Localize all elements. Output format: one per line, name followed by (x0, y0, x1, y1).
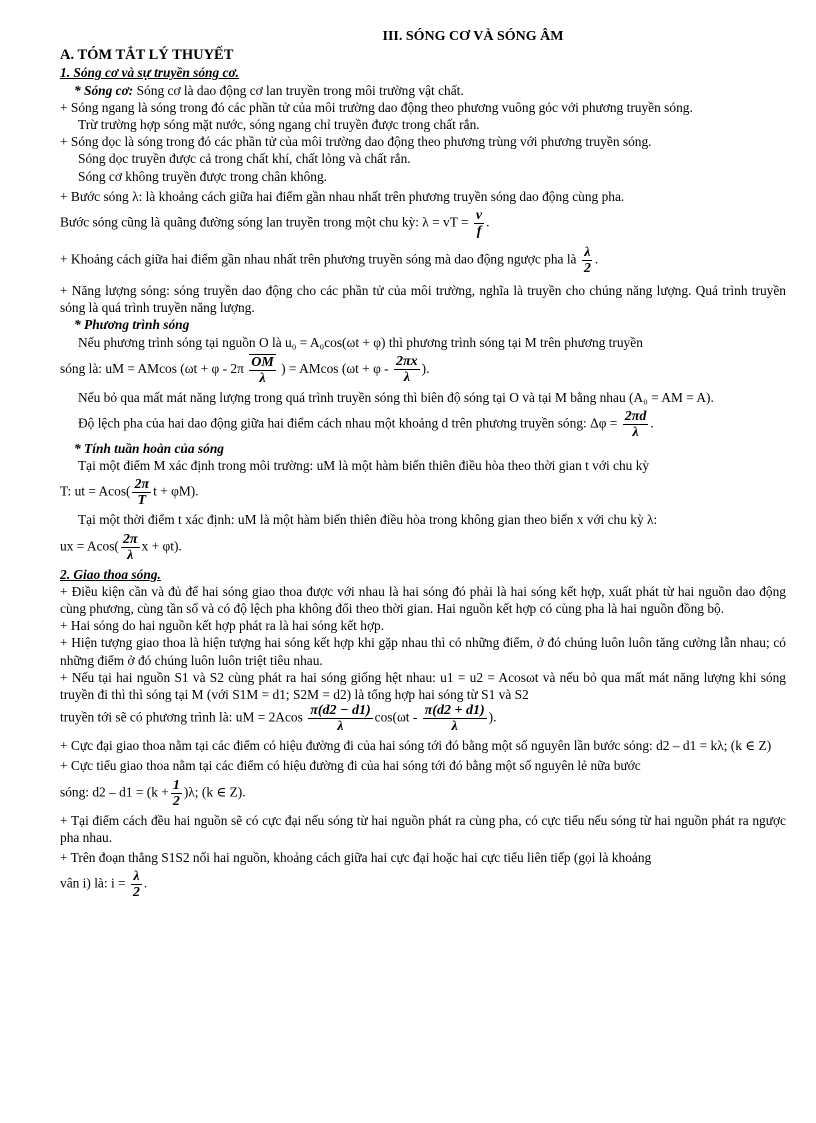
wavelength-formula-text: Bước sóng cũng là quãng đường sóng lan truyền trong một chu kỳ: λ = vT = (60, 214, 469, 230)
time-formula-part-2: t + φM). (153, 484, 199, 500)
fraction-numerator: λ (584, 245, 591, 261)
antiphase-distance: + Khoảng cách giữa hai điểm gần nhau nhất trên phương truyền sóng mà dao động ngược pha là $\frac{\lambda}{2}$ . (60, 245, 599, 277)
wave-definition (60, 82, 786, 99)
interference-minima: + Cực tiểu giao thoa nằm tại các điểm có hiệu đường đi của hai sóng tới đó bằng một số nguyên lẻ nữa bước (60, 758, 641, 774)
section-2-heading: 2. Giao thoa sóng. (60, 566, 161, 582)
antiphase-text: + Khoảng cách giữa hai điểm gần nhau nhất trên phương truyền sóng mà dao động ngược pha là (60, 251, 577, 267)
equidistant-point: + Tại điểm cách đều hai nguồn sẽ có cực đại nếu sóng từ hai nguồn phát ra cùng pha, có cực tiểu nếu sóng từ hai nguồn phát ra ngược pha nhau. (60, 812, 786, 845)
fraction-lambda-over-2 (582, 245, 593, 276)
wave-equation-part-3: ). (421, 360, 430, 376)
fraction-numerator: λ (133, 869, 140, 885)
space-formula-part-2: x + φt). (141, 538, 182, 554)
wave-equation-intro: Nếu phương trình sóng tại nguồn O là u₀ = A₀cos(ωt + φ) thì phương trình sóng tại M trên phương truyền (78, 334, 643, 350)
fraction-denominator: T (137, 493, 147, 509)
wave-equation-part-2: ) = AMcos (ωt + φ - (281, 360, 389, 376)
fraction-numerator: 1 (172, 777, 180, 793)
fraction-numerator: π(d2 + d1) (424, 703, 485, 719)
segment-spacing: + Trên đoạn thẳng S1S2 nối hai nguồn, khoảng cách giữa hai cực đại hoặc hai cực tiểu liên tiếp (gọi là khoảng (60, 850, 652, 866)
fraction-denominator: 2 (132, 885, 140, 901)
wave-equation-formula (60, 354, 786, 386)
time-formula-part-1: T: ut = Acos( (60, 484, 131, 500)
section-1-heading: 1. Sóng cơ và sự truyền sóng cơ. (60, 65, 240, 81)
interference-phenomenon: + Hiện tượng giao thoa là hiện tượng hai sóng kết hợp khi gặp nhau thì có những điểm, ở đó chúng luôn luôn tăng cường lẫn nhau; có những điểm ở đó chúng luôn luôn triệt tiêu nhau. (60, 635, 786, 668)
transverse-wave: + Sóng ngang là sóng trong đó các phần tử của môi trường dao động theo phương vuông góc với phương truyền sóng. (60, 99, 693, 115)
fraction-2pi-over-t (132, 477, 151, 508)
page-title: III. SÓNG CƠ VÀ SÓNG ÂM (382, 29, 564, 44)
wavelength-formula: Bước sóng cũng là quãng đường sóng lan truyền trong một chu kỳ: λ = vT = $\frac{v}{f}$ . (60, 208, 490, 240)
segment-spacing-formula (60, 869, 786, 900)
fraction-denominator: λ (259, 370, 266, 386)
fraction-numerator: OM (251, 354, 274, 370)
wave-definition-text: Sóng cơ là dao động cơ lan truyền trong môi trường vật chất. (133, 82, 464, 98)
fraction-denominator: 2 (172, 793, 180, 809)
periodicity-heading: * Tính tuần hoàn của sóng (74, 441, 224, 457)
fraction-numerator: 2πd (624, 409, 647, 425)
fraction-denominator: λ (632, 425, 639, 441)
periodicity-space-formula (60, 532, 786, 563)
energy-loss-note: Nếu bỏ qua mất mát năng lượng trong quá trình truyền sóng thì biên độ sóng tại O và tại M bằng nhau (A₀ = AM = A). (78, 389, 714, 405)
segment-formula-part-2: . (143, 875, 148, 891)
document-page (60, 28, 786, 900)
fraction-numerator: π(d2 − d1) (310, 703, 371, 719)
wave-equation-heading: * Phương trình sóng (74, 317, 190, 333)
fraction-denominator: λ (127, 547, 134, 563)
sources-formula-part-1: truyền tới sẽ có phương trình là: uM = 2Acos (60, 709, 303, 725)
sources-formula-part-3: ). (488, 709, 497, 725)
fraction-numerator: 2πx (396, 354, 418, 370)
periodicity-time: Tại một điểm M xác định trong môi trường: uM là một hàm biến thiên điều hòa theo thời gian t với chu kỳ (78, 458, 650, 474)
fraction-om-over-lambda (249, 354, 276, 386)
fraction-lambda-over-2 (131, 869, 142, 900)
fraction-v-over-f (474, 208, 484, 239)
minima-formula-part-1: sóng: d2 – d1 = (k + (60, 784, 169, 800)
segment-formula-part-1: vân i) là: i = (60, 875, 126, 891)
coherent-waves: + Hai sóng do hai nguồn kết hợp phát ra là hai sóng kết hợp. (60, 618, 385, 634)
space-formula-part-1: ux = Acos( (60, 538, 119, 554)
fraction-numerator: 2π (122, 531, 138, 547)
interference-minima-formula (60, 778, 786, 809)
fraction-1-over-2 (171, 778, 182, 809)
fraction-2pix-over-lambda (394, 354, 420, 385)
section-a-heading: A. TÓM TẮT LÝ THUYẾT (60, 47, 234, 64)
fraction-pi-d-diff (308, 703, 372, 734)
wave-definition-label: * Sóng cơ: (74, 82, 134, 98)
fraction-denominator: λ (451, 719, 458, 735)
longitudinal-note-1: Sóng dọc truyền được cả trong chất khí, chất lỏng và chất rắn. (78, 151, 411, 167)
fraction-denominator: λ (403, 370, 410, 386)
sources-formula-part-2: cos(ωt - (374, 709, 418, 725)
interference-condition: + Điều kiện cần và đủ để hai sóng giao thoa được với nhau là hai sóng đó phải là hai sóng kết hợp, xuất phát từ hai nguồn dao động cùng phương, cùng tần số và có độ lệch pha không đổi theo thời gian. Hai nguồn kết hợp có cùng pha là hai nguồn đồng bộ. (60, 583, 786, 617)
fraction-denominator: λ (337, 719, 344, 735)
interference-maxima: + Cực đại giao thoa nằm tại các điểm có hiệu đường đi của hai sóng tới đó bằng một số nguyên lần bước sóng: d2 – d1 = kλ; (k ∈ Z) (60, 738, 772, 754)
fraction-denominator: f (476, 224, 482, 240)
fraction-numerator: 2π (134, 477, 150, 493)
minima-formula-part-2: )λ; (k ∈ Z). (183, 784, 246, 800)
fraction-2pi-over-lambda (121, 532, 140, 563)
two-sources-formula (60, 703, 786, 734)
fraction-2pid-over-lambda (623, 409, 649, 440)
wave-equation-part-1: sóng là: uM = AMcos (ωt + φ - 2π (60, 360, 244, 376)
periodicity-time-formula (60, 477, 786, 508)
periodicity-space: Tại một thời điểm t xác định: uM là một hàm biến thiên điều hòa trong không gian theo biến x với chu kỳ λ: (78, 512, 658, 528)
fraction-pi-d-sum (423, 703, 487, 734)
fraction-denominator: 2 (583, 261, 591, 277)
fraction-numerator: v (475, 208, 483, 224)
phase-difference: Độ lệch pha của hai dao động giữa hai điểm cách nhau một khoảng d trên phương truyền sóng: Δφ = $\frac{2\pi d}{\lambda}$ . (78, 409, 654, 441)
two-sources: + Nếu tại hai nguồn S1 và S2 cùng phát ra hai sóng giống hệt nhau: u1 = u2 = Acosωt và nếu bỏ qua mất mát năng lượng khi sóng truyền đi thì thì sóng tại M (với S1M = d1; S2M = d2) là tổng hợp hai sóng từ S1 và S2 (60, 669, 786, 703)
phase-difference-text: Độ lệch pha của hai dao động giữa hai điểm cách nhau một khoảng d trên phương truyền sóng: Δφ = (78, 415, 618, 431)
longitudinal-wave: + Sóng dọc là sóng trong đó các phần tử của môi trường dao động theo phương trùng với phương truyền sóng. (60, 134, 652, 150)
transverse-note: Trừ trường hợp sóng mặt nước, sóng ngang chỉ truyền được trong chất rắn. (78, 117, 480, 133)
longitudinal-note-2: Sóng cơ không truyền được trong chân không. (78, 168, 328, 184)
wavelength-definition: + Bước sóng λ: là khoảng cách giữa hai điểm gần nhau nhất trên phương truyền sóng dao động cùng pha. (60, 188, 625, 204)
wave-energy: + Năng lượng sóng: sóng truyền dao động cho các phần tử của môi trường, nghĩa là truyền cho chúng năng lượng. Quá trình truyền sóng là quá trình truyền năng lượng. (60, 283, 786, 316)
